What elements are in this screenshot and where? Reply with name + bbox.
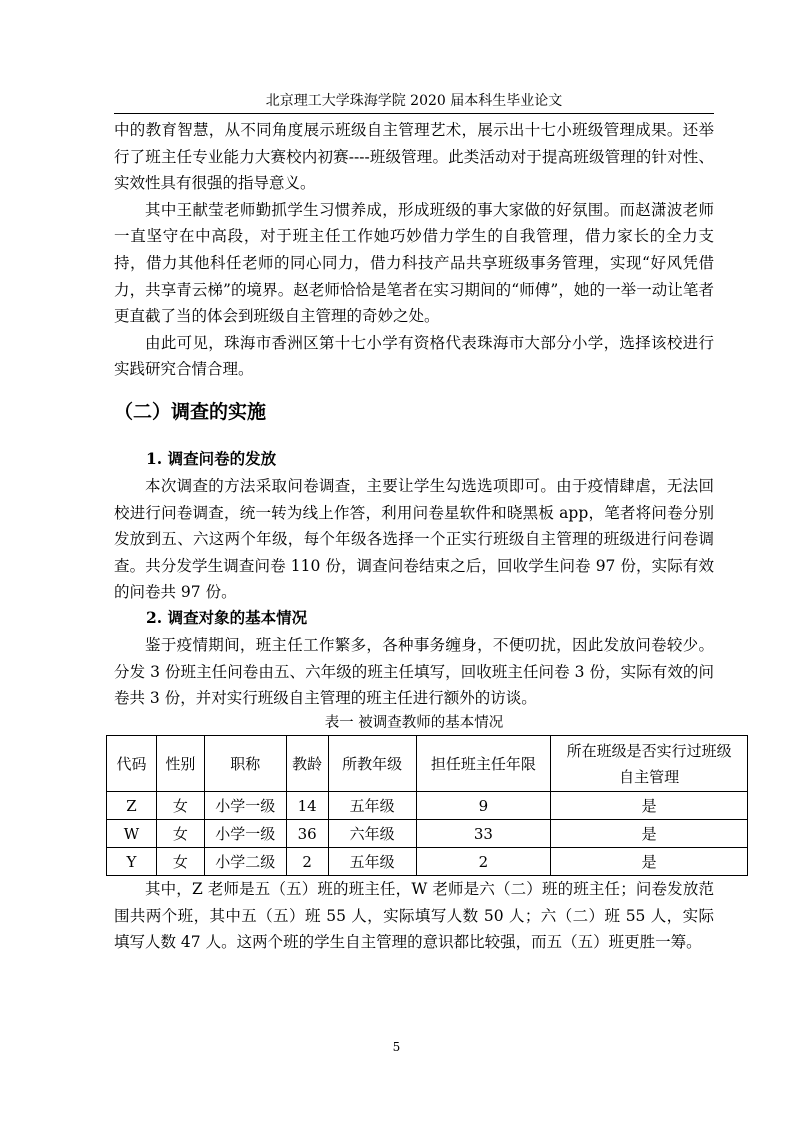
header-cell: 教龄 — [286, 736, 328, 792]
subsection-heading-1: 1. 调查问卷的发放 — [146, 449, 277, 468]
table-row — [107, 792, 748, 820]
closing-section — [114, 876, 714, 956]
header-cell: 所教年级 — [328, 736, 416, 792]
header-cell: 担任班主任年限 — [416, 736, 551, 792]
intro-paragraph-2: 其中王献莹老师勤抓学生习惯养成，形成班级的事大家做的好氛围。而赵潇波老师一直坚守在中高段，对于班主任工作她巧妙借力学生的自我管理，借力家长的全力支持，借力其他科任老师的同心同力，借力科技产品共享班级事务管理，实现“好风凭借力，共享青云梯”的境界。赵老师恰恰是笔者在实习期间的“师傅”，她的一举一动让笔者更直截了当的体会到班级自主管理的奇妙之处。 — [114, 200, 714, 326]
table-cell: 五年级 — [328, 792, 416, 820]
table-cell: 女 — [156, 848, 204, 876]
table-cell: 14 — [286, 792, 328, 820]
header-cell: 代码 — [107, 736, 157, 792]
table-cell: W — [107, 820, 157, 848]
table-cell: 是 — [551, 848, 748, 876]
page-header: 北京理工大学珠海学院 2020 届本科生毕业论文 — [265, 93, 563, 109]
section-heading: （二）调查的实施 — [114, 401, 267, 423]
closing-paragraph: 其中，Z 老师是五（五）班的班主任，W 老师是六（二）班的班主任；问卷发放范围共两个班，其中五（五）班 55 人，实际填写人数 50 人；六（二）班 55 人，实际填写人数 47 人。这两个班的学生自主管理的意识都比较强，而五（五）班更胜一筹。 — [114, 880, 714, 952]
table-cell: 女 — [156, 792, 204, 820]
table-row — [107, 848, 748, 876]
table-row — [107, 820, 748, 848]
table-cell: 33 — [416, 820, 551, 848]
table-cell: 小学一级 — [204, 820, 286, 848]
teacher-info-table — [106, 735, 748, 876]
table-header-row — [107, 736, 748, 792]
subsection-2-paragraph: 鉴于疫情期间，班主任工作繁多，各种事务缠身，不便叨扰，因此发放问卷较少。分发 3 份班主任问卷由五、六年级的班主任填写，回收班主任问卷 3 份，实际有效的问卷共 3 份，并对实行班级自主管理的班主任进行额外的访谈。 — [114, 636, 714, 708]
table-cell: 六年级 — [328, 820, 416, 848]
header-rule — [114, 113, 714, 114]
table-cell: 女 — [156, 820, 204, 848]
header-cell: 职称 — [204, 736, 286, 792]
table-cell: 36 — [286, 820, 328, 848]
table-cell: 2 — [286, 848, 328, 876]
header-cell: 性别 — [156, 736, 204, 792]
header-cell: 所在班级是否实行过班级自主管理 — [551, 736, 748, 792]
table-cell: 五年级 — [328, 848, 416, 876]
table-cell: 小学二级 — [204, 848, 286, 876]
table-cell: 是 — [551, 792, 748, 820]
table-cell: 9 — [416, 792, 551, 820]
intro-section — [114, 117, 714, 383]
table-cell: 是 — [551, 820, 748, 848]
subsection-1-body — [114, 473, 714, 606]
subsection-1-paragraph: 本次调查的方法采取问卷调查，主要让学生勾选选项即可。由于疫情肆虐，无法回校进行问卷调查，统一转为线上作答，利用问卷星软件和晓黑板 app，笔者将问卷分别发放到五、六这两个年级，每个年级各选择一个正实行班级自主管理的班级进行问卷调查。共分发学生调查问卷 110 份，调查问卷结束之后，回收学生问卷 97 份，实际有效的问卷共 97 份。 — [114, 477, 714, 602]
table-cell: 小学一级 — [204, 792, 286, 820]
intro-paragraph-3: 由此可见，珠海市香洲区第十七小学有资格代表珠海市大部分小学，选择该校进行实践研究合情合理。 — [114, 333, 714, 379]
subsection-heading-2: 2. 调查对象的基本情况 — [146, 608, 308, 627]
intro-paragraph-1: 中的教育智慧，从不同角度展示班级自主管理艺术，展示出十七小班级管理成果。还举行了班主任专业能力大赛校内初赛----班级管理。此类活动对于提高班级管理的针对性、实效性具有很强的指导意义。 — [114, 121, 714, 193]
table-cell: Z — [107, 792, 157, 820]
table-caption: 表一 被调查教师的基本情况 — [324, 715, 504, 731]
page-number: 5 — [392, 1040, 401, 1054]
table-cell: 2 — [416, 848, 551, 876]
table-cell: Y — [107, 848, 157, 876]
subsection-2-body — [114, 632, 714, 712]
